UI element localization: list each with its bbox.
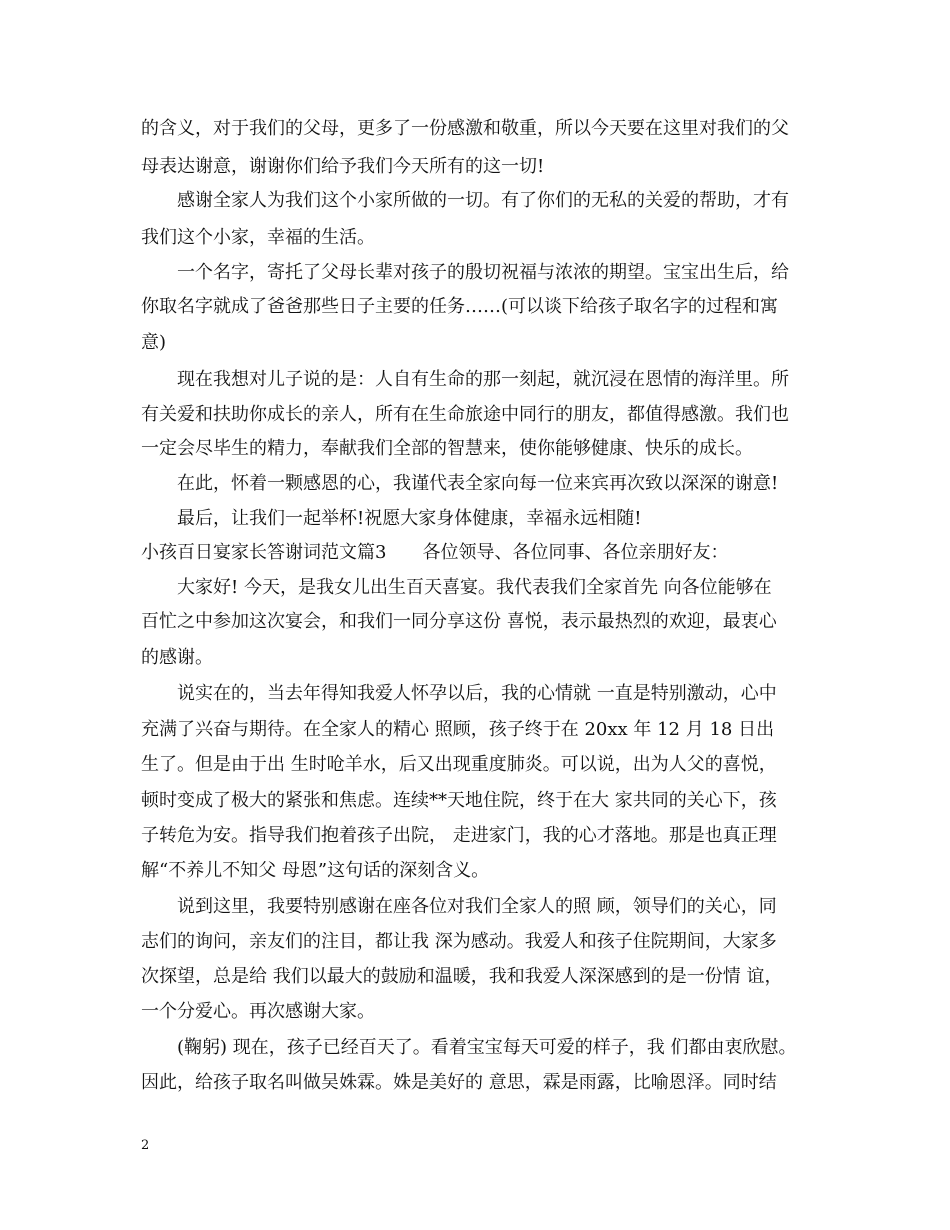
section-heading: 小孩百日宴家长答谢词范文篇3 各位领导、各位同事、各位亲朋好友：	[141, 542, 729, 563]
text-line: 在此，怀着一颗感恩的心，我谨代表全家向每一位来宾再次致以深深的谢意!	[177, 473, 779, 494]
text-line: 有关爱和扶助你成长的亲人，所有在生命旅途中同行的朋友，都值得感激。我们也	[141, 404, 789, 425]
text-line: 感谢全家人为我们这个小家所做的一切。有了你们的无私的关爱的帮助，才有	[177, 190, 789, 211]
text-line: 百忙之中参加这次宴会，和我们一同分享这份 喜悦，表示最热烈的欢迎，最衷心	[141, 611, 777, 632]
text-line: 母表达谢意，谢谢你们给予我们今天所有的这一切!	[141, 156, 545, 177]
text-line: 次探望，总是给 我们以最大的鼓励和温暖，我和我爱人深深感到的是一份情 谊，	[141, 966, 783, 987]
text-line: (鞠躬) 现在，孩子已经百天了。看着宝宝每天可爱的样子，我 们都由衷欣慰。	[177, 1037, 797, 1058]
text-line: 志们的询问，亲友们的注目，都让我 深为感动。我爱人和孩子住院期间，大家多	[141, 931, 777, 952]
page-number: 2	[141, 1138, 150, 1153]
text-line: 解“不养儿不知父 母恩”这句话的深刻含义。	[141, 860, 490, 881]
text-line: 顿时变成了极大的紧张和焦虑。连续**天地住院，终于在大 家共同的关心下，孩	[141, 790, 777, 811]
text-line: 最后，让我们一起举杯!祝愿大家身体健康，幸福永远相随!	[177, 508, 642, 529]
text-line: 说实在的，当去年得知我爱人怀孕以后，我的心情就 一直是特别激动，心中	[177, 683, 777, 704]
text-line: 现在我想对儿子说的是：人自有生命的那一刻起，就沉浸在恩情的海洋里。所	[177, 369, 789, 390]
text-line: 我们这个小家，幸福的生活。	[141, 227, 375, 248]
text-line: 充满了兴奋与期待。在全家人的精心 照顾，孩子终于在 20xx 年 12 月 18 日出	[141, 719, 775, 740]
text-line: 说到这里，我要特别感谢在座各位对我们全家人的照 顾，领导们的关心，同	[177, 896, 777, 917]
text-line: 生了。但是由于出 生时呛羊水，后又出现重度肺炎。可以说，出为人父的喜悦，	[141, 754, 777, 775]
text-line: 你取名字就成了爸爸那些日子主要的任务……(可以谈下给孩子取名字的过程和寓	[141, 296, 779, 317]
text-line: 因此，给孩子取名叫做吴姝霖。姝是美好的 意思，霖是雨露，比喻恩泽。同时结	[141, 1072, 777, 1093]
text-line: 的感谢。	[141, 647, 213, 668]
text-line: 一个名字，寄托了父母长辈对孩子的殷切祝福与浓浓的期望。宝宝出生后，给	[177, 262, 789, 283]
text-line: 一个分爱心。再次感谢大家。	[141, 1001, 375, 1022]
text-line: 子转危为安。指导我们抱着孩子出院， 走进家门，我的心才落地。那是也真正理	[141, 825, 777, 846]
text-line: 的含义，对于我们的父母，更多了一份感激和敬重，所以今天要在这里对我们的父	[141, 118, 789, 139]
text-line: 意)	[141, 332, 167, 353]
text-line: 一定会尽毕生的精力，奉献我们全部的智慧来，使你能够健康、快乐的成长。	[141, 438, 753, 459]
text-line: 大家好! 今天，是我女儿出生百天喜宴。我代表我们全家首先 向各位能够在	[177, 577, 772, 598]
